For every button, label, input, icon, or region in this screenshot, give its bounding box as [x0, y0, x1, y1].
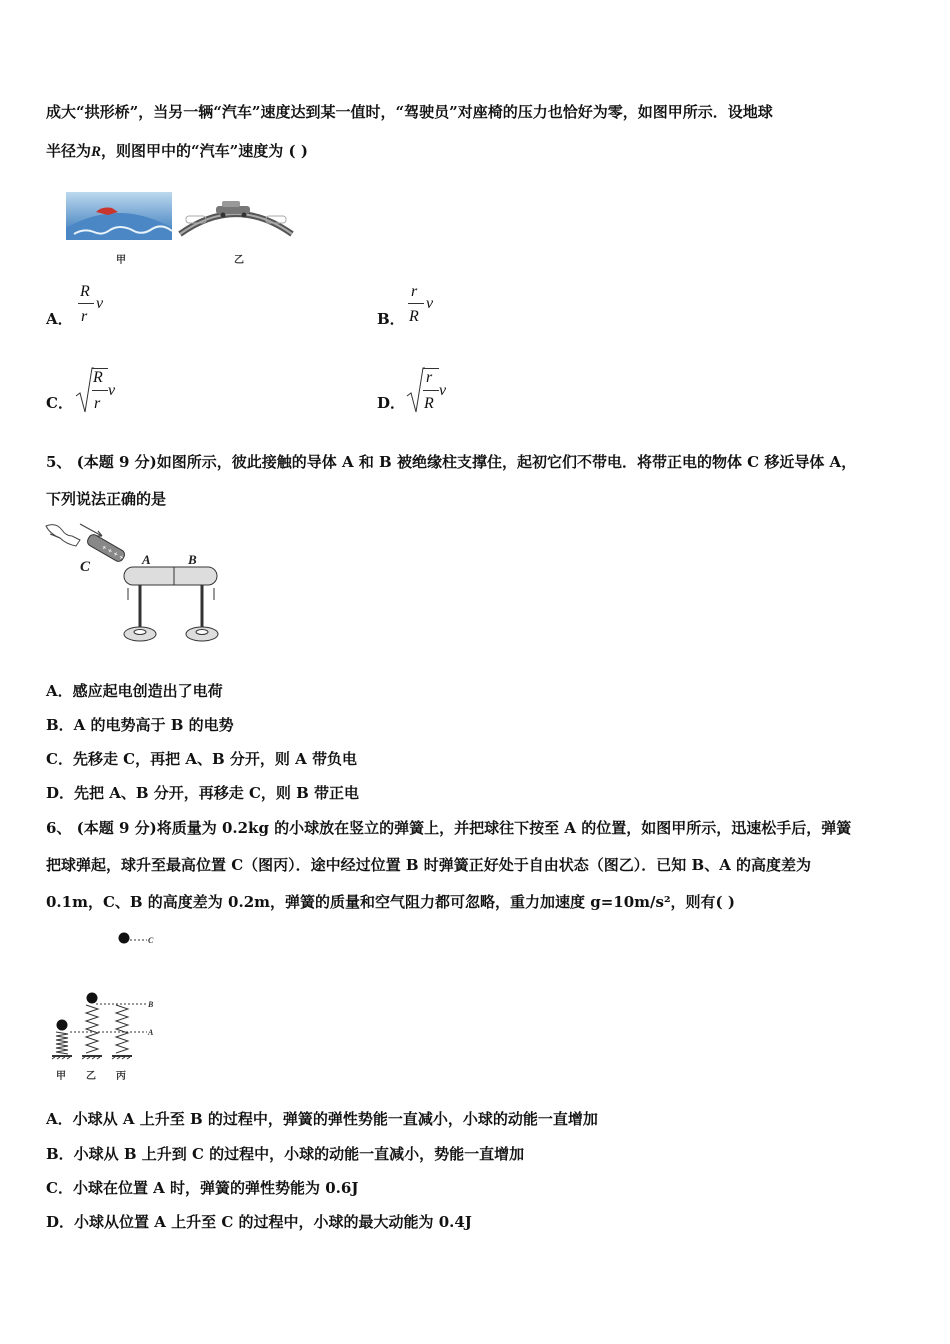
- label-yi: 乙: [86, 1071, 96, 1082]
- q6-option-a[interactable]: A．小球从 A 上升至 B 的过程中，弹簧的弹性势能一直减小，小球的动能一直增加: [46, 1110, 598, 1128]
- q5-option-c[interactable]: C．先移走 C，再把 A、B 分开，则 A 带负电: [46, 750, 357, 768]
- fraction-bar: [92, 390, 108, 391]
- fig-label-yi: 乙: [234, 255, 244, 266]
- insulating-stands: [124, 585, 218, 641]
- q6-stem-line-2: 把球弹起，球升至最高位置 C（图丙）．途中经过位置 B 时弹簧正好处于自由状态（图乙）．已知 B、A 的高度差为: [46, 856, 812, 874]
- q6-option-d[interactable]: D．小球从位置 A 上升至 C 的过程中，小球的最大动能为 0.4J: [46, 1213, 472, 1231]
- sqrt-sign: [74, 366, 94, 416]
- label-a: A: [148, 1028, 154, 1037]
- q6-stem-line-1: 6、 (本题 9 分)将质量为 0.2kg 的小球放在竖立的弹簧上，并把球往下按至 A 的位置，如图甲所示，迅速松手后，弹簧: [46, 819, 852, 837]
- earth-image: [66, 192, 172, 240]
- q5-option-a[interactable]: A．感应起电创造出了电荷: [46, 682, 223, 700]
- fraction-bar: [408, 303, 424, 304]
- label-c: C: [80, 559, 91, 575]
- q5-option-d[interactable]: D．先把 A、B 分开，再移走 C，则 B 带正电: [46, 784, 360, 802]
- label-c: C: [148, 936, 154, 945]
- label-jia: 甲: [56, 1071, 66, 1082]
- motion-arrow: [80, 524, 102, 536]
- q4-figure: [66, 190, 296, 270]
- q5-conductor-figure: [44, 520, 234, 648]
- q5-option-b[interactable]: B．A 的电势高于 B 的电势: [46, 716, 234, 734]
- fraction-bar: [423, 390, 439, 391]
- fig-label-jia: 甲: [116, 255, 126, 266]
- arch-bridge-image: [180, 201, 292, 234]
- hand-icon: [46, 525, 80, 546]
- q4-stem-line-2: 半径为R，则图甲中的“汽车”速度为 ( ): [46, 142, 308, 160]
- spring-yi: [82, 993, 102, 1060]
- q6-spring-figure: [44, 928, 164, 1084]
- q6-option-b[interactable]: B．小球从 B 上升到 C 的过程中，小球的动能一直减小，势能一直增加: [46, 1145, 525, 1163]
- conductor-ab: [124, 567, 217, 585]
- earth-radius-symbol: R: [91, 144, 102, 160]
- label-bing: 丙: [116, 1071, 126, 1082]
- label-b: B: [148, 1000, 154, 1009]
- q5-stem-line-1: 5、 (本题 9 分)如图所示，彼此接触的导体 A 和 B 被绝缘柱支撑住，起初它们不带电．将带正电的物体 C 移近导体 A，: [46, 453, 857, 471]
- ball-position-c: [119, 933, 130, 944]
- q6-option-c[interactable]: C．小球在位置 A 时，弹簧的弹性势能为 0.6J: [46, 1179, 359, 1197]
- fraction-bar: [78, 303, 94, 304]
- sqrt-sign: [405, 366, 425, 416]
- label-b: B: [188, 552, 197, 567]
- q4-stem-line-1: 成大“拱形桥”，当另一辆“汽车”速度达到某一值时，“驾驶员”对座椅的压力也恰好为零，如图甲所示．设地球: [46, 103, 773, 121]
- charged-rod-c: [86, 533, 127, 563]
- label-a: A: [142, 552, 151, 567]
- q5-stem-line-2: 下列说法正确的是: [46, 490, 167, 508]
- q6-stem-line-3: 0.1m，C、B 的高度差为 0.2m，弹簧的质量和空气阻力都可忽略，重力加速度 g=10m/s²，则有( ): [46, 893, 735, 911]
- spring-jia: [52, 1020, 72, 1060]
- svg-text:+ + + +: + + + +: [100, 542, 126, 563]
